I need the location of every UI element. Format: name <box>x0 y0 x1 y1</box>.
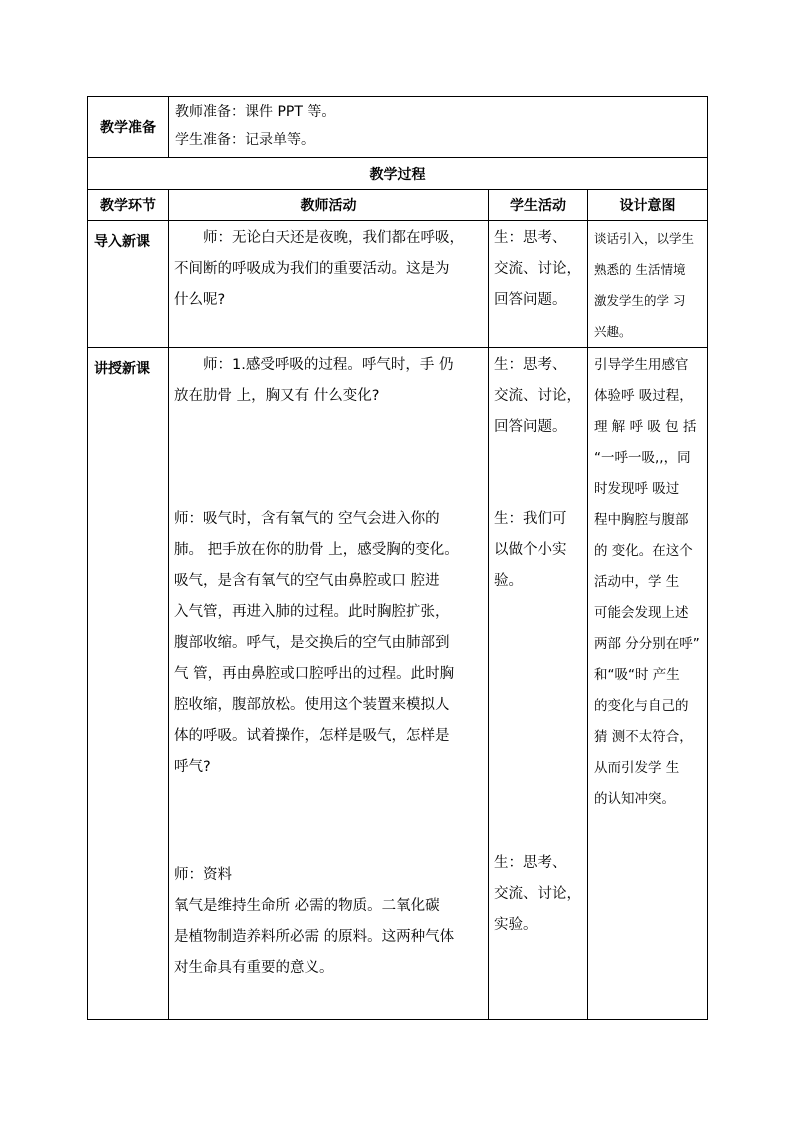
text-line: 师：吸气时，含有氧气的 空气会进入你的 <box>174 511 440 527</box>
text-line: 生：思考、 <box>494 357 567 373</box>
header-design: 设计意图 <box>588 190 708 221</box>
lesson-student <box>489 348 588 1020</box>
text-line: 的变化与自己的 <box>594 698 689 714</box>
intro-teacher <box>169 221 489 348</box>
text-line: 从而引发学 生 <box>594 760 680 776</box>
text-line: 程中胸腔与腹部 <box>594 512 689 528</box>
text-line: 活动中，学 生 <box>594 574 680 590</box>
lesson-plan-page <box>87 96 707 1020</box>
process-title: 教学过程 <box>88 158 708 190</box>
text-line: 吸气，是含有氧气的空气由鼻腔或口 腔进 <box>174 573 440 589</box>
text-line: 体的呼吸。试着操作，怎样是吸气，怎样是 <box>174 728 450 744</box>
text-line: 是植物制造养料所必需 的原料。这两种气体 <box>174 929 455 945</box>
text-line: 生：思考、 <box>494 855 567 871</box>
text-line: 腹部收缩。呼气，是交换后的空气由肺部到 <box>174 635 450 651</box>
intro-row <box>88 221 708 348</box>
text-line: 氧气是维持生命所 必需的物质。二氧化碳 <box>174 898 440 914</box>
student-prep: 学生准备：记录单等。 <box>175 132 315 148</box>
text-line: 交流、讨论， <box>494 261 581 277</box>
text-line: 对生命具有重要的意义。 <box>174 960 334 976</box>
process-title-row <box>88 158 708 190</box>
lesson-plan-table <box>87 96 708 1020</box>
text-line: 呼气? <box>174 759 211 775</box>
text-line: 熟悉的 生活情境 <box>594 262 686 277</box>
text-line: 的 变化。在这个 <box>594 543 693 559</box>
prep-content <box>169 97 708 158</box>
text-line: 引导学生用感官 <box>594 357 689 373</box>
text-line: 和“吸“时 产生 <box>594 667 680 683</box>
text-line: 回答问题。 <box>494 419 567 435</box>
lesson-row <box>88 348 708 1020</box>
text-line: 实验。 <box>494 917 538 933</box>
intro-design <box>588 221 708 348</box>
teacher-prep: 教师准备：课件 PPT 等。 <box>175 104 336 120</box>
text-line: 什么呢? <box>174 292 226 308</box>
text-line: 交流、讨论， <box>494 388 581 404</box>
intro-student <box>489 221 588 348</box>
text-line: 放在肋骨 上，胸又有 什么变化? <box>174 388 380 404</box>
text-line: 理 解 呼 吸 包 括 <box>594 419 697 435</box>
header-student: 学生活动 <box>489 190 588 221</box>
header-stage: 教学环节 <box>88 190 169 221</box>
text-line: 师：无论白天还是夜晚，我们都在呼吸， <box>174 230 464 246</box>
text-line: 兴趣。 <box>594 324 632 339</box>
text-line: 两部 分分别在呼” <box>594 636 700 652</box>
text-line: 生：我们可 <box>494 511 567 527</box>
text-line: 时发现呼 吸过 <box>594 481 680 497</box>
text-line: 的认知冲突。 <box>594 791 675 807</box>
text-line: 师：1.感受呼吸的过程。呼气时，手 仍 <box>174 357 454 373</box>
text-line: 猜 测不太符合， <box>594 729 693 745</box>
lesson-stage: 讲授新课 <box>88 348 169 1020</box>
prep-row <box>88 97 708 158</box>
resource-title: 师：资料 <box>174 867 232 883</box>
lesson-design <box>588 348 708 1020</box>
header-teacher: 教师活动 <box>169 190 489 221</box>
text-line: 体验呼 吸过程， <box>594 388 693 404</box>
text-line: 入气管，再进入肺的过程。此时胸腔扩张， <box>174 604 450 620</box>
text-line: 可能会发现上述 <box>594 605 689 621</box>
text-line: 以做个小实 <box>494 542 567 558</box>
text-line: 肺。 把手放在你的肋骨 上，感受胸的变化。 <box>174 542 459 558</box>
text-line: 不间断的呼吸成为我们的重要活动。这是为 <box>174 261 450 277</box>
prep-label: 教学准备 <box>88 97 169 158</box>
text-line: 激发学生的学 习 <box>594 293 686 308</box>
text-line: 谈话引入，以学生 <box>594 231 695 246</box>
intro-stage: 导入新课 <box>88 221 169 348</box>
text-line: 气 管，再由鼻腔或口腔呼出的过程。此时胸 <box>174 666 455 682</box>
text-line: 交流、讨论， <box>494 886 581 902</box>
text-line: “一呼一吸,,，同 <box>594 450 691 466</box>
text-line: 验。 <box>494 573 523 589</box>
header-row <box>88 190 708 221</box>
text-line: 回答问题。 <box>494 292 567 308</box>
text-line: 生：思考、 <box>494 230 567 246</box>
text-line: 腔收缩，腹部放松。使用这个装置来模拟人 <box>174 697 450 713</box>
lesson-teacher <box>169 348 489 1020</box>
